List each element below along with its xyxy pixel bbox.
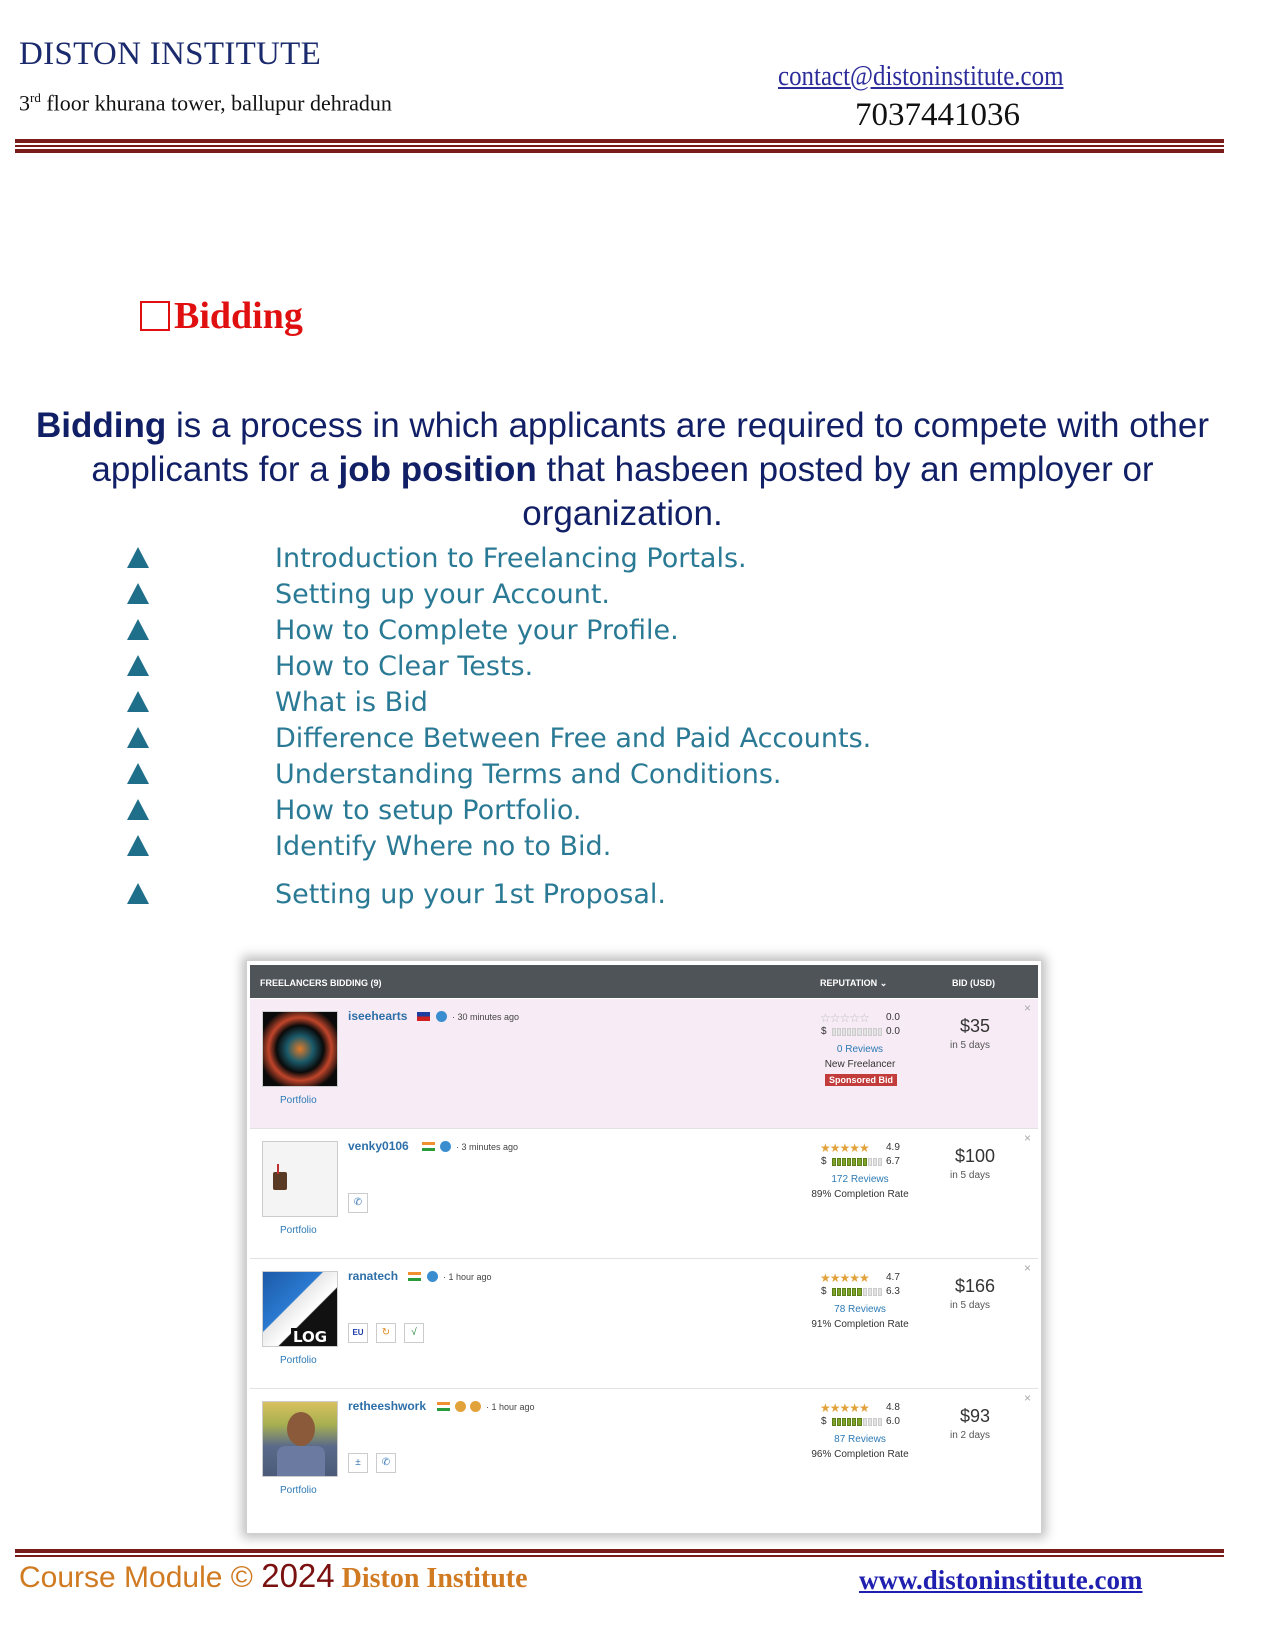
bid-row bbox=[250, 1259, 1038, 1389]
username-link[interactable]: iseehearts bbox=[348, 1009, 408, 1023]
contact-phone: 7037441036 bbox=[855, 97, 1020, 133]
earnings-dollar-icon: $ bbox=[821, 1026, 827, 1037]
list-item bbox=[0, 579, 1275, 613]
earnings-score: 6.7 bbox=[886, 1156, 900, 1167]
address-text: floor khurana tower, ballupur dehradun bbox=[40, 90, 392, 116]
sync-badge-icon: ↻ bbox=[376, 1323, 396, 1343]
section-title bbox=[140, 294, 303, 338]
triangle-bullet-icon bbox=[127, 799, 149, 820]
bids-table-header bbox=[250, 965, 1038, 998]
flag-icon bbox=[437, 1402, 450, 1411]
bid-row bbox=[250, 999, 1038, 1129]
bid-time: · 30 minutes ago bbox=[452, 1012, 520, 1022]
intro-text-part1: is a process in which applicants are required to compete with other applicants for a bbox=[91, 406, 1209, 489]
footer-institute: Diston Institute bbox=[334, 1563, 528, 1594]
earnings-bar bbox=[832, 1158, 882, 1166]
list-item-text: What is Bid bbox=[275, 687, 428, 718]
portfolio-link[interactable]: Portfolio bbox=[280, 1225, 317, 1236]
completion-rate: 91% Completion Rate bbox=[811, 1319, 909, 1330]
earnings-bar bbox=[832, 1028, 882, 1036]
triangle-bullet-icon bbox=[127, 835, 149, 856]
intro-text-part2: that hasbeen posted by an employer or organization. bbox=[522, 450, 1154, 533]
institute-name: DISTON INSTITUTE bbox=[19, 36, 322, 72]
bid-amount: $166 bbox=[954, 1276, 996, 1296]
list-item-text: Introduction to Freelancing Portals. bbox=[275, 543, 747, 574]
rating-stars: ★★★★★ bbox=[820, 1271, 869, 1285]
header-bid-usd: BID (USD) bbox=[952, 978, 995, 988]
username-link[interactable]: ranatech bbox=[348, 1269, 399, 1283]
earnings-bar bbox=[832, 1288, 882, 1296]
flag-icon bbox=[417, 1012, 430, 1021]
section-title-text: Bidding bbox=[174, 295, 303, 337]
freelancer-status: New Freelancer bbox=[824, 1059, 896, 1070]
freelancer-bids-panel bbox=[246, 960, 1042, 1534]
address-ordinal: rd bbox=[30, 90, 41, 105]
header-freelancers-bidding: FREELANCERS BIDDING (9) bbox=[260, 978, 382, 988]
header-rule-mid bbox=[15, 145, 1224, 147]
bid-delivery: in 5 days bbox=[949, 1300, 991, 1311]
list-item-text: Identify Where no to Bid. bbox=[275, 831, 612, 862]
triangle-bullet-icon bbox=[127, 691, 149, 712]
flag-icon bbox=[422, 1142, 435, 1151]
triangle-bullet-icon bbox=[127, 727, 149, 748]
close-icon[interactable]: × bbox=[1024, 1001, 1032, 1015]
triangle-bullet-icon bbox=[127, 583, 149, 604]
bid-time: · 3 minutes ago bbox=[456, 1142, 519, 1152]
list-item-text: Setting up your Account. bbox=[275, 579, 610, 610]
bid-amount: $100 bbox=[954, 1146, 996, 1166]
intro-term-bidding: Bidding bbox=[35, 406, 167, 445]
rating-value: 4.7 bbox=[886, 1272, 900, 1283]
bid-time: · 1 hour ago bbox=[486, 1402, 535, 1412]
rating-stars: ☆☆☆☆☆ bbox=[820, 1011, 869, 1025]
footer-course-text: Course Module © bbox=[19, 1561, 262, 1594]
header-rule-bottom bbox=[15, 149, 1224, 153]
list-item-text: How to setup Portfolio. bbox=[275, 795, 582, 826]
gold-badge-icon bbox=[470, 1401, 481, 1412]
list-item bbox=[0, 615, 1275, 649]
intro-term-job-position: job position bbox=[338, 450, 537, 489]
footer-rule-top bbox=[15, 1549, 1224, 1553]
rating-value: 4.8 bbox=[886, 1402, 900, 1413]
username-link[interactable]: retheeshwork bbox=[348, 1399, 427, 1413]
check-badge-icon: √ bbox=[404, 1323, 424, 1343]
list-item-text: Understanding Terms and Conditions. bbox=[275, 759, 782, 790]
avatar[interactable] bbox=[262, 1401, 338, 1477]
intro-paragraph bbox=[15, 404, 1230, 536]
close-icon[interactable]: × bbox=[1024, 1261, 1032, 1275]
bid-row bbox=[250, 1389, 1038, 1518]
list-item bbox=[0, 759, 1275, 793]
list-item bbox=[0, 687, 1275, 721]
list-item-text: Setting up your 1st Proposal. bbox=[275, 879, 666, 910]
bid-delivery: in 2 days bbox=[949, 1430, 991, 1441]
reviews-link[interactable]: 172 Reviews bbox=[831, 1174, 889, 1185]
earnings-score: 6.0 bbox=[886, 1416, 900, 1427]
bid-time: · 1 hour ago bbox=[443, 1272, 492, 1282]
triangle-bullet-icon bbox=[127, 619, 149, 640]
list-item-text: Difference Between Free and Paid Accounts. bbox=[275, 723, 872, 754]
phone-verified-badge-icon: ✆ bbox=[376, 1453, 396, 1473]
header-rule-top bbox=[15, 139, 1224, 143]
gold-badge-icon bbox=[455, 1401, 466, 1412]
reviews-link[interactable]: 78 Reviews bbox=[834, 1304, 886, 1315]
footer-course-module bbox=[19, 1557, 528, 1595]
rating-stars: ★★★★★ bbox=[820, 1401, 869, 1415]
rating-value: 0.0 bbox=[886, 1012, 900, 1023]
verified-badge-icon bbox=[440, 1141, 451, 1152]
triangle-bullet-icon bbox=[127, 547, 149, 568]
header-reputation-label: REPUTATION bbox=[820, 978, 878, 988]
verified-badge-icon bbox=[436, 1011, 447, 1022]
list-item bbox=[0, 795, 1275, 829]
chevron-down-icon: ⌄ bbox=[879, 978, 888, 988]
header-reputation-sort[interactable] bbox=[820, 978, 887, 989]
bid-amount: $35 bbox=[959, 1016, 991, 1036]
earnings-dollar-icon: $ bbox=[821, 1156, 827, 1167]
address-number: 3 bbox=[19, 90, 30, 116]
list-item bbox=[0, 543, 1275, 577]
close-icon[interactable]: × bbox=[1024, 1391, 1032, 1405]
portfolio-link[interactable]: Portfolio bbox=[280, 1095, 317, 1106]
bid-amount: $93 bbox=[959, 1406, 991, 1426]
portfolio-link[interactable]: Portfolio bbox=[280, 1485, 317, 1496]
list-item-text: How to Clear Tests. bbox=[275, 651, 534, 682]
institute-address bbox=[19, 90, 392, 116]
calculator-badge-icon: ± bbox=[348, 1453, 368, 1473]
list-item bbox=[0, 723, 1275, 757]
eu-badge-icon: EU bbox=[348, 1323, 368, 1343]
verified-badge-icon bbox=[427, 1271, 438, 1282]
checkbox-icon bbox=[140, 301, 170, 331]
earnings-bar bbox=[832, 1418, 882, 1426]
reviews-link[interactable]: 0 Reviews bbox=[836, 1044, 884, 1055]
bid-delivery: in 5 days bbox=[949, 1170, 991, 1181]
portfolio-link[interactable]: Portfolio bbox=[280, 1355, 317, 1366]
avatar[interactable] bbox=[262, 1271, 338, 1347]
rating-stars: ★★★★★ bbox=[820, 1141, 869, 1155]
rating-value: 4.9 bbox=[886, 1142, 900, 1153]
avatar[interactable] bbox=[262, 1011, 338, 1087]
avatar[interactable] bbox=[262, 1141, 338, 1217]
earnings-score: 6.3 bbox=[886, 1286, 900, 1297]
list-item bbox=[0, 651, 1275, 685]
footer-year: 2024 bbox=[261, 1557, 335, 1594]
triangle-bullet-icon bbox=[127, 883, 149, 904]
triangle-bullet-icon bbox=[127, 655, 149, 676]
triangle-bullet-icon bbox=[127, 763, 149, 784]
list-item bbox=[0, 831, 1275, 865]
earnings-dollar-icon: $ bbox=[821, 1416, 827, 1427]
earnings-dollar-icon: $ bbox=[821, 1286, 827, 1297]
earnings-score: 0.0 bbox=[886, 1026, 900, 1037]
bid-row bbox=[250, 1129, 1038, 1259]
completion-rate: 89% Completion Rate bbox=[811, 1189, 909, 1200]
list-item-text: How to Complete your Profile. bbox=[275, 615, 679, 646]
phone-verified-badge-icon: ✆ bbox=[348, 1193, 368, 1213]
contact-email-link[interactable]: contact@distoninstitute.com bbox=[778, 60, 1064, 92]
username-link[interactable]: venky0106 bbox=[348, 1139, 409, 1153]
bid-delivery: in 5 days bbox=[949, 1040, 991, 1051]
logo-text-image: LOG bbox=[293, 1328, 328, 1346]
reviews-link[interactable]: 87 Reviews bbox=[834, 1434, 886, 1445]
sponsored-badge: Sponsored Bid bbox=[825, 1074, 897, 1086]
footer-website-link[interactable]: www.distoninstitute.com bbox=[859, 1565, 1143, 1595]
completion-rate: 96% Completion Rate bbox=[811, 1449, 909, 1460]
close-icon[interactable]: × bbox=[1024, 1131, 1032, 1145]
list-item bbox=[0, 879, 1275, 913]
flag-icon bbox=[408, 1272, 421, 1281]
